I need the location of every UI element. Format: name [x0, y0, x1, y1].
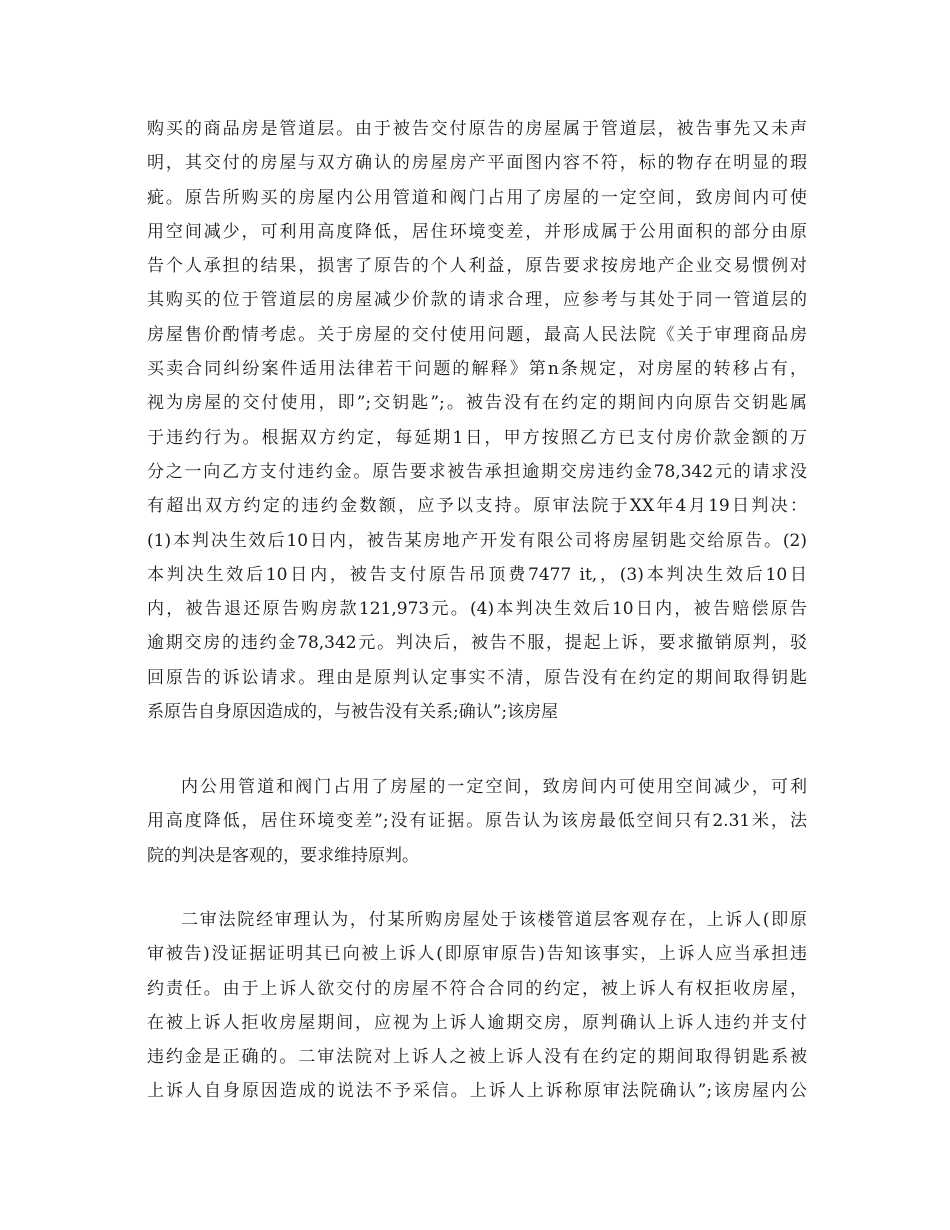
text-line: 逾期交房的违约金78,342元。判决后，被告不服，提起上诉，要求撤销原判，驳 [147, 633, 807, 654]
text-line: 告个人承担的结果，损害了原告的个人利益，原告要求按房地产企业交易惯例对 [147, 256, 807, 277]
text-line: 约责任。由于上诉人欲交付的房屋不符合合同的约定，被上诉人有权拒收房屋， [147, 978, 807, 999]
text-line: 回原告的诉讼请求。理由是原判认定事实不清，原告没有在约定的期间取得钥匙 [147, 667, 807, 688]
text-line: 用高度降低，居住环境变差”;没有证据。原告认为该房最低空间只有2.31米，法 [147, 811, 807, 832]
paragraph-judgment-background [147, 112, 807, 729]
text-line: 买卖合同纠纷案件适用法律若干问题的解释》第n条规定，对房屋的转移占有， [147, 359, 807, 380]
text-line: 审被告)没证据证明其已向被上诉人(即原审原告)告知该事实，上诉人应当承担违 [147, 944, 807, 965]
text-line: 内公用管道和阀门占用了房屋的一定空间，致房间内可使用空间减少，可利 [181, 777, 807, 797]
text-line: 于违约行为。根据双方约定，每延期1日，甲方按照乙方已支付房价款金额的万 [147, 427, 807, 448]
text-line: 在被上诉人拒收房屋期间，应视为上诉人逾期交房，原判确认上诉人违约并支付 [147, 1012, 807, 1033]
text-line: 明，其交付的房屋与双方确认的房屋房产平面图内容不符，标的物存在明显的瑕 [147, 153, 807, 174]
text-line: 二审法院经审理认为，付某所购房屋处于该楼管道层客观存在，上诉人(即原 [181, 910, 807, 930]
text-line: 房屋售价酌情考虑。关于房屋的交付使用问题，最高人民法院《关于审理商品房 [147, 324, 807, 345]
text-line: 内，被告退还原告购房款121,973元。(4)本判决生效后10日内，被告赔偿原告 [147, 599, 807, 620]
text-line: 本判决生效后10日内，被告支付原告吊顶费7477 it,，(3)本判决生效后10日 [147, 564, 807, 585]
paragraph-second-instance-ruling [147, 903, 807, 1109]
text-line: 购买的商品房是管道层。由于被告交付原告的房屋属于管道层，被告事先又未声 [147, 119, 807, 139]
text-line: 违约金是正确的。二审法院对上诉人之被上诉人没有在约定的期间取得钥匙系被 [147, 1047, 807, 1068]
text-line: 视为房屋的交付使用，即”;交钥匙”;。被告没有在约定的期间内向原告交钥匙属 [147, 393, 807, 414]
text-line: 其购买的位于管道层的房屋减少价款的请求合理，应参考与其处于同一管道层的 [147, 290, 807, 311]
text-line: 有超出双方约定的违约金数额，应予以支持。原审法院于XX年4月19日判决： [147, 496, 807, 517]
text-line: 疵。原告所购买的房屋内公用管道和阀门占用了房屋的一定空间，致房间内可使 [147, 187, 807, 208]
text-line: 分之一向乙方支付违约金。原告要求被告承担逾期交房违约金78,342元的请求没 [147, 461, 807, 482]
text-line: (1)本判决生效后10日内，被告某房地产开发有限公司将房屋钥匙交给原告。(2) [147, 530, 807, 551]
text-line: 系原告自身原因造成的，与被告没有关系;确认”;该房屋 [147, 702, 559, 723]
paragraph-plaintiff-response [147, 770, 807, 873]
text-line: 用空间减少，可利用高度降低，居住环境变差，并形成属于公用面积的部分由原 [147, 221, 807, 242]
text-line: 上诉人自身原因造成的说法不予采信。上诉人上诉称原审法院确认”;该房屋内公 [147, 1081, 807, 1102]
text-line: 院的判决是客观的，要求维持原判。 [147, 845, 419, 866]
